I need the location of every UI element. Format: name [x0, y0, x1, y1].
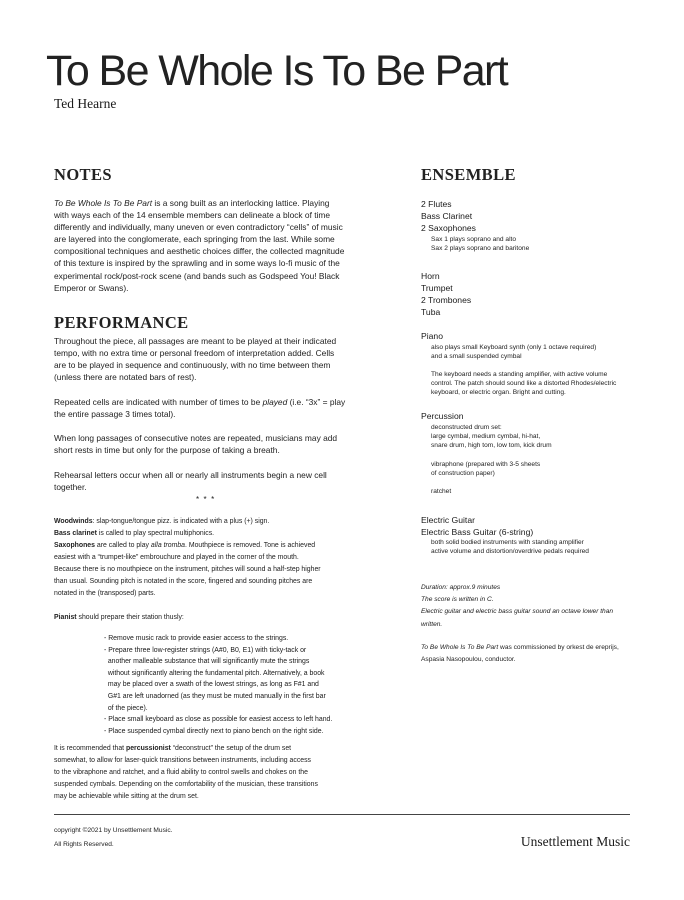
performance-heading: PERFORMANCE	[54, 313, 189, 332]
bass-clarinet-label: Bass clarinet	[54, 530, 97, 537]
text-line: Rehearsal letters occur when all or nearly all instruments begin a new cell	[54, 470, 327, 480]
note-line: of construction paper)	[431, 469, 495, 477]
text: It is recommended that	[54, 745, 127, 752]
notes-heading: NOTES	[54, 165, 112, 184]
saxophones-label: Saxophones	[54, 542, 95, 549]
text: Repeated cells are indicated with number of times to be	[54, 397, 263, 407]
performance-para-2	[54, 396, 345, 420]
guitar-notes	[431, 539, 589, 557]
drum-notes	[431, 424, 552, 450]
text: : slap-tongue/tongue pizz. is indicated with a plus (+) sign.	[92, 518, 270, 525]
text-line	[54, 743, 318, 755]
text: is called to play spectral multiphonics.	[96, 530, 215, 537]
text: was commissioned by orkest de ereprijs,	[498, 644, 619, 651]
text-line: the entire passage 3 times total).	[54, 409, 176, 420]
note-line: keyboard, or electric organ. Bright and cutting.	[431, 388, 566, 396]
note-line: active volume and distortion/overdrive pedals required	[431, 547, 589, 555]
instrument: Tuba	[421, 307, 441, 317]
note-line: snare drum, high tom, low tom, kick drum	[431, 441, 552, 449]
percussionist-note	[54, 743, 318, 803]
text: (i.e. “3x” = play	[287, 397, 346, 407]
instrument-piano: Piano	[421, 331, 443, 341]
note-line: and a small suspended cymbal	[431, 352, 522, 360]
note-line: Sax 2 plays soprano and baritone	[431, 244, 530, 252]
commission-note	[421, 642, 619, 666]
text: . Mouthpiece is removed. Tone is achieved	[185, 542, 316, 549]
pianist-note	[54, 612, 184, 624]
bass-clarinet-note	[54, 528, 321, 540]
instrument-percussion: Percussion	[421, 411, 464, 421]
text-line: Because there is no mouthpiece on the instrument, pitches will sound a half-step higher	[54, 566, 321, 573]
pianist-line	[54, 612, 184, 624]
text-italic: alla tromba	[150, 542, 186, 549]
text: “deconstruct” the setup of the drum set	[170, 745, 292, 752]
list-item: - Prepare three low-register strings (A#0, B0, E1) with ticky-tack or	[104, 646, 307, 654]
note-line: control. The patch should sound like a distorted Rhodes/electric	[431, 379, 617, 387]
text-line	[54, 396, 345, 408]
commission-line: Aspasia Nasopoulou, conductor.	[421, 656, 516, 663]
sax-notes	[431, 236, 529, 254]
ensemble-heading: ENSEMBLE	[421, 165, 516, 184]
woodwinds-label: Woodwinds	[54, 518, 93, 525]
list-item: of the piece).	[104, 704, 148, 712]
text: are called to play	[94, 542, 151, 549]
text-line: than usual. Sounding pitch is notated in the score, fingered and sounding pitches are	[54, 578, 313, 585]
text-line: are to be played in sequence and continuously, with no time between them	[54, 360, 331, 371]
text-line: tempo, with no extra time or personal freedom of interpretation added. Cells	[54, 348, 335, 359]
notes-line: with ways each of the 14 ensemble members can delineate a block of time	[54, 210, 331, 221]
note-line: Sax 1 plays soprano and alto	[431, 236, 517, 243]
notes-line: are layered into the conglomerate, each springing from the last. While some	[54, 234, 335, 245]
list-item: another malleable substance that will significantly mute the strings	[104, 658, 310, 666]
copyright	[54, 824, 172, 851]
text: should prepare their station thusly:	[76, 614, 184, 621]
footer-divider	[54, 814, 630, 815]
notes-line: of this texture is inspired by the sprawling and in some ways lo-fi music of the	[54, 258, 340, 269]
text-line: notated in the (transposed) parts.	[54, 590, 156, 597]
instrument: 2 Trombones	[421, 295, 472, 305]
notes-line: differently and individually, many uneven or even contradictory “cells” of music	[54, 222, 343, 233]
pianist-steps	[104, 633, 332, 737]
copyright-line: copyright ©2021 by Unsettlement Music.	[54, 827, 173, 834]
rights-line: All Rights Reserved.	[54, 840, 114, 848]
text-line: suspended cymbals. Depending on the comfortability of the musician, these transitions	[54, 781, 318, 788]
notes-body	[54, 197, 344, 294]
text-line: Throughout the piece, all passages are meant to be played at their indicated	[54, 336, 337, 346]
notes-line: Emperor or Swans).	[54, 282, 129, 293]
text-line: (unless there are notated bars of rest).	[54, 372, 197, 383]
notes-line: compositional techniques and aesthetic choices differ, the collected magnitude	[54, 246, 345, 257]
performance-para-4	[54, 469, 327, 493]
notes-text: is a song built as an interlocking lattice. Playing	[152, 198, 330, 208]
list-item: - Remove music rack to provide easier access to the strings.	[104, 635, 289, 642]
notes-title-italic: To Be Whole Is To Be Part	[54, 198, 153, 208]
page-title: To Be Whole Is To Be Part	[46, 47, 508, 95]
duration: Duration: approx.9 minutes	[421, 584, 501, 591]
list-item: G#1 are left unadorned (as they must be muted manually in the first bar	[104, 692, 326, 700]
text-line: to the vibraphone and ratchet, and a fluid ability to control swells and chokes on the	[54, 769, 308, 776]
text-line: easiest with a “trumpet-like” embrouchure and played in the corner of the mouth.	[54, 554, 299, 561]
list-item: - Place small keyboard as close as possible for easiest access to left hand.	[104, 716, 333, 724]
note-line: also plays small Keyboard synth (only 1 octave required)	[431, 344, 597, 351]
score-info	[421, 582, 613, 631]
instrument: 2 Saxophones	[421, 223, 476, 233]
woodwinds-note	[54, 516, 321, 528]
pianist-label: Pianist	[54, 614, 77, 621]
saxophones-note	[54, 540, 321, 552]
text-line: When long passages of consecutive notes are repeated, musicians may add	[54, 433, 338, 443]
note-line: The keyboard needs a standing amplifier, with active volume	[431, 371, 608, 378]
instrument: Horn	[421, 271, 440, 281]
section-separator: * * *	[196, 495, 215, 504]
performance-para-3	[54, 432, 337, 456]
instrument-notes	[54, 516, 321, 600]
text-line: may be achievable while sitting at the drum set.	[54, 793, 199, 800]
publisher-name: Unsettlement Music	[520, 834, 630, 849]
note-line: deconstructed drum set:	[431, 424, 502, 431]
keyboard-notes	[431, 371, 616, 397]
instrument: Electric Bass Guitar (6-string)	[421, 527, 534, 537]
octave-note: written.	[421, 620, 443, 628]
list-item: may be placed over a swath of the lowest strings, as long as F#1 and	[104, 681, 319, 689]
vibes-notes	[431, 461, 540, 479]
commission-title: To Be Whole Is To Be Part	[421, 644, 499, 651]
ratchet-note: ratchet	[431, 488, 452, 495]
text-line: together.	[54, 482, 87, 493]
notes-line	[54, 197, 344, 209]
note-line: vibraphone (prepared with 3-5 sheets	[431, 461, 541, 468]
composer-name: Ted Hearne	[54, 96, 117, 111]
performance-para-1	[54, 335, 336, 383]
instrument: Trumpet	[421, 283, 453, 293]
notes-line: experimental rock/post-rock scene (and bands such as Godspeed You! Black	[54, 270, 340, 281]
instrument: Electric Guitar	[421, 515, 475, 525]
note-line: both solid bodied instruments with standing amplifier	[431, 539, 584, 546]
piano-notes	[431, 344, 596, 362]
text-italic: played	[262, 397, 288, 407]
list-item: - Place suspended cymbal directly next to piano bench on the right side.	[104, 727, 324, 735]
percussionist-label: percussionist	[126, 745, 171, 752]
commission-line	[421, 642, 619, 654]
brass-list	[421, 270, 471, 318]
woodwinds-list	[421, 198, 476, 234]
text-line: somewhat, to allow for laser-quick transitions between instruments, including access	[54, 757, 311, 764]
instrument: 2 Flutes	[421, 199, 452, 209]
list-item: without significantly altering the fundamental pitch. Alternatively, a book	[104, 669, 325, 677]
guitars-list	[421, 514, 533, 538]
instrument: Bass Clarinet	[421, 211, 473, 221]
text-line: short rests in time but only for the purpose of taking a breath.	[54, 445, 280, 456]
score-note: The score is written in C.	[421, 596, 494, 604]
octave-note: Electric guitar and electric bass guitar sound an octave lower than	[421, 608, 614, 616]
note-line: large cymbal, medium cymbal, hi-hat,	[431, 432, 541, 440]
